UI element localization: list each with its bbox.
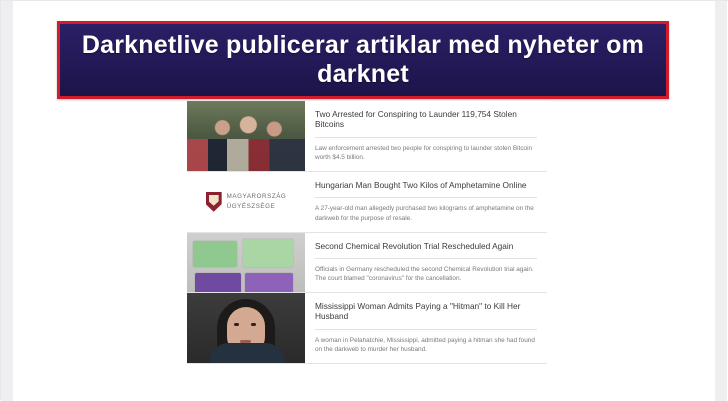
- article-description: A woman in Pelahatchie, Mississippi, admitted paying a hitman she had found on the darkweb to murder her husband.: [315, 336, 535, 354]
- divider: [315, 329, 537, 330]
- article-description: Law enforcement arrested two people for conspiring to launder stolen Bitcoin worth $4.5 billion.: [315, 144, 533, 162]
- crest-line-1: MAGYARORSZÁG: [226, 193, 287, 201]
- banner-title: Darknetlive publicerar artiklar med nyheter om darknet: [81, 30, 645, 88]
- left-margin: [1, 1, 13, 401]
- article-title[interactable]: Hungarian Man Bought Two Kilos of Amphetamine Online: [315, 179, 527, 190]
- family-photo-thumbnail: [187, 101, 305, 171]
- article-title[interactable]: Mississippi Woman Admits Paying a "Hitman" to Kill Her Husband: [315, 301, 521, 322]
- crest-line-2: ÜGYÉSZSÉGE: [226, 202, 276, 210]
- article-body: [305, 233, 547, 293]
- darknetlive-article-list-screenshot: [187, 101, 547, 383]
- list-item[interactable]: [187, 233, 547, 294]
- article-body: [305, 101, 547, 171]
- article-description: Officials in Germany rescheduled the second Chemical Revolution trial again. The court blamed "coronavirus" for the cancellation.: [315, 265, 534, 283]
- hungarian-prosecution-crest-thumbnail: [187, 172, 305, 232]
- portrait-mugshot-thumbnail: [187, 293, 305, 363]
- crest-label: [227, 192, 287, 211]
- list-item[interactable]: [187, 101, 547, 172]
- shield-icon: [206, 192, 222, 212]
- list-item[interactable]: [187, 293, 547, 364]
- article-description: A 27-year-old man allegedly purchased two kilograms of amphetamine on the darkweb for the purpose of resale.: [315, 205, 534, 222]
- divider: [315, 197, 537, 198]
- list-item[interactable]: [187, 172, 547, 233]
- article-body: [305, 293, 547, 363]
- article-title[interactable]: Second Chemical Revolution Trial Rescheduled Again: [315, 240, 514, 251]
- seized-packages-thumbnail: [187, 233, 305, 293]
- divider: [315, 258, 537, 259]
- article-title[interactable]: Two Arrested for Conspiring to Launder 119,754 Stolen Bitcoins: [315, 109, 517, 130]
- right-margin: [715, 1, 727, 401]
- divider: [315, 137, 537, 138]
- article-body: [305, 172, 547, 232]
- headline-banner: [57, 21, 669, 99]
